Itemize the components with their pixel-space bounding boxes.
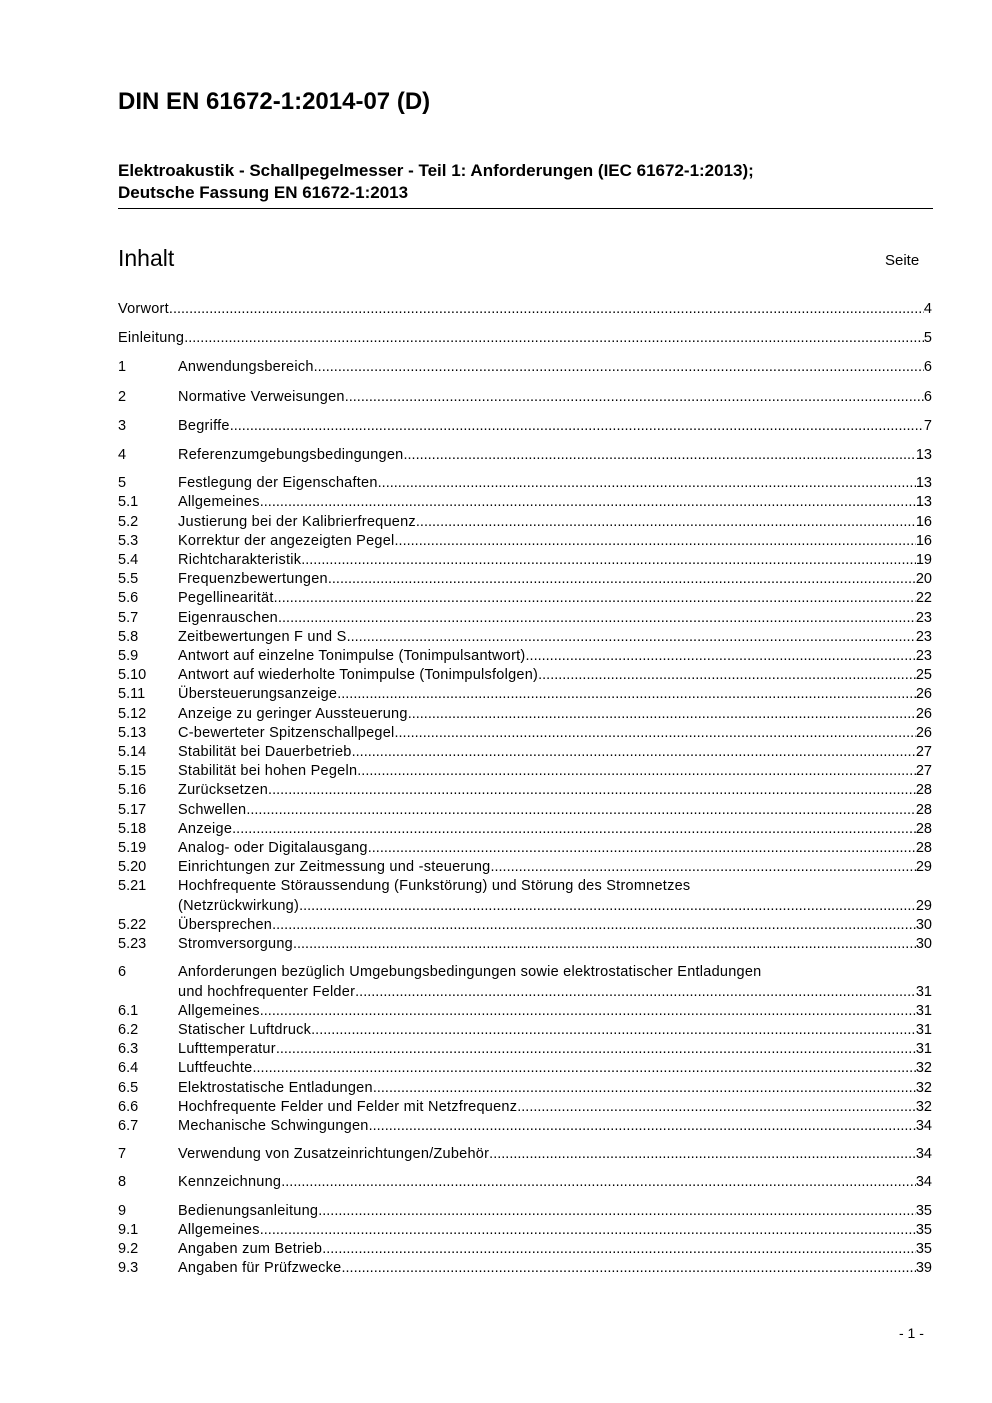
toc-dot-leader: [347, 628, 916, 647]
toc-entry[interactable]: [118, 1117, 932, 1136]
toc-entry-title: Zurücksetzen: [178, 782, 269, 799]
toc-entry[interactable]: [118, 1059, 932, 1078]
toc-entry-number: 9.2: [118, 1240, 139, 1257]
toc-dot-leader: [345, 388, 924, 407]
toc-dot-leader: [184, 329, 924, 348]
toc-entry[interactable]: [118, 963, 932, 1001]
toc-entry-page: 22: [915, 590, 932, 607]
toc-entry[interactable]: [118, 532, 932, 551]
toc-entry-page: 34: [915, 1117, 932, 1134]
toc-entry-title: Begriffe: [178, 417, 230, 434]
toc-entry-number: 6.2: [118, 1021, 139, 1038]
toc-entry[interactable]: [118, 329, 932, 348]
toc-entry[interactable]: [118, 388, 932, 407]
toc-dot-leader: [318, 1202, 916, 1221]
toc-entry[interactable]: [118, 589, 932, 608]
toc-entry-title: Allgemeines: [178, 1002, 260, 1019]
toc-entry[interactable]: [118, 570, 932, 589]
toc-entry-page: 23: [915, 648, 932, 665]
toc-entry-number: 5.15: [118, 763, 147, 780]
toc-entry-page: 34: [915, 1174, 932, 1191]
toc-entry[interactable]: [118, 628, 932, 647]
toc-entry-page: 30: [915, 916, 932, 933]
toc-entry[interactable]: [118, 474, 932, 493]
toc-entry-title: Mechanische Schwingungen: [178, 1117, 369, 1134]
toc-entry-page: 28: [915, 820, 932, 837]
toc-entry-title: Festlegung der Eigenschaften: [178, 475, 378, 492]
toc-dot-leader: [328, 570, 916, 589]
toc-entry-number: 5.16: [118, 782, 147, 799]
toc-entry[interactable]: [118, 762, 932, 781]
toc-entry[interactable]: [118, 877, 932, 915]
toc-dot-leader: [274, 589, 916, 608]
toc-entry-page: 32: [915, 1079, 932, 1096]
toc-dot-leader: [299, 897, 916, 916]
toc-entry-title: Allgemeines: [178, 1221, 260, 1238]
toc-dot-leader: [281, 1173, 916, 1192]
toc-entry-title: Analog- oder Digitalausgang: [178, 840, 368, 857]
toc-dot-leader: [368, 839, 916, 858]
toc-entry-title: Zeitbewertungen F und S: [178, 628, 347, 645]
toc-entry-number: 3: [118, 417, 127, 434]
toc-dot-leader: [403, 446, 915, 465]
toc-entry-page: 5: [923, 330, 932, 347]
toc-entry-page: 28: [915, 782, 932, 799]
toc-dot-leader: [169, 300, 924, 319]
toc-entry-number: 5.12: [118, 705, 147, 722]
toc-dot-leader: [253, 1059, 916, 1078]
contents-heading: Inhalt: [118, 245, 175, 271]
toc-entry-page: 32: [915, 1060, 932, 1077]
toc-entry[interactable]: [118, 300, 932, 319]
toc-entry[interactable]: [118, 1145, 932, 1164]
toc-entry-page: 16: [915, 532, 932, 549]
toc-entry[interactable]: [118, 1021, 932, 1040]
toc-dot-leader: [355, 983, 916, 1002]
toc-entry[interactable]: [118, 781, 932, 800]
toc-entry-title: Einleitung: [118, 330, 185, 347]
toc-dot-leader: [373, 1079, 916, 1098]
toc-entry-title: Hochfrequente Felder und Felder mit Netzfrequenz: [178, 1098, 518, 1115]
toc-dot-leader: [489, 1145, 916, 1164]
toc-dot-leader: [395, 724, 916, 743]
toc-entry-number: 5.3: [118, 532, 139, 549]
toc-entry-title: Lufttemperatur: [178, 1041, 276, 1058]
toc-entry[interactable]: [118, 705, 932, 724]
toc-entry-number: 5.11: [118, 686, 146, 703]
toc-entry-number: 5: [118, 475, 127, 492]
toc-entry-number: 9: [118, 1202, 127, 1219]
toc-dot-leader: [293, 935, 916, 954]
toc-entry-title: Hochfrequente Störaussendung (Funkstörung) und Störung des Stromnetzes: [178, 878, 691, 895]
toc-entry-number: 5.5: [118, 571, 139, 588]
toc-entry-page: 23: [915, 609, 932, 626]
table-of-contents: [118, 300, 932, 1278]
toc-entry-title: Statischer Luftdruck: [178, 1021, 312, 1038]
toc-entry-number: 5.13: [118, 724, 147, 741]
toc-entry[interactable]: [118, 358, 932, 377]
toc-entry-title: Elektrostatische Entladungen: [178, 1079, 373, 1096]
toc-entry-page: 23: [915, 628, 932, 645]
toc-entry-page: 35: [915, 1240, 932, 1257]
toc-entry[interactable]: [118, 916, 932, 935]
toc-entry[interactable]: [118, 1240, 932, 1259]
toc-entry-title: Stabilität bei hohen Pegeln: [178, 763, 358, 780]
toc-entry[interactable]: [118, 609, 932, 628]
toc-entry-page: 30: [915, 936, 932, 953]
toc-entry[interactable]: [118, 446, 932, 465]
toc-entry-title: Übersprechen: [178, 916, 273, 933]
toc-entry-number: 6.6: [118, 1098, 139, 1115]
toc-entry-page: 16: [915, 513, 932, 530]
toc-entry-page: 31: [915, 1021, 932, 1038]
toc-entry[interactable]: [118, 839, 932, 858]
toc-dot-leader: [357, 762, 916, 781]
toc-entry-title: Stromversorgung: [178, 936, 293, 953]
toc-entry-title: Korrektur der angezeigten Pegel: [178, 532, 395, 549]
toc-entry-page: 7: [923, 417, 932, 434]
toc-entry[interactable]: [118, 1002, 932, 1021]
toc-entry-page: 35: [915, 1202, 932, 1219]
toc-entry[interactable]: [118, 801, 932, 820]
toc-entry-page: 13: [915, 494, 932, 511]
toc-entry-title: Anwendungsbereich: [178, 359, 314, 376]
subtitle-line-1: Elektroakustik - Schallpegelmesser - Teil 1: Anforderungen (IEC 61672-1:2013);: [118, 161, 754, 180]
toc-entry-page: 13: [915, 475, 932, 492]
toc-entry-number: 5.23: [118, 936, 147, 953]
toc-entry-number: 5.17: [118, 801, 147, 818]
toc-entry-number: 6: [118, 964, 127, 981]
toc-entry[interactable]: [118, 724, 932, 743]
toc-entry-number: 5.10: [118, 667, 147, 684]
toc-entry-page: 20: [915, 571, 932, 588]
toc-entry-number: 5.8: [118, 628, 139, 645]
toc-entry-title: C-bewerteter Spitzenschallpegel: [178, 724, 395, 741]
toc-entry-title: Referenzumgebungsbedingungen: [178, 447, 404, 464]
toc-entry-title: Einrichtungen zur Zeitmessung und -steuerung: [178, 859, 491, 876]
toc-entry-number: 6.5: [118, 1079, 139, 1096]
toc-entry-number: 5.4: [118, 552, 139, 569]
toc-entry-page: 29: [915, 859, 932, 876]
toc-entry[interactable]: [118, 513, 932, 532]
toc-entry[interactable]: [118, 743, 932, 762]
toc-entry-page: 31: [915, 983, 932, 1000]
toc-entry-title: Allgemeines: [178, 494, 260, 511]
toc-entry-number: 8: [118, 1174, 127, 1191]
toc-entry-page: 13: [915, 447, 932, 464]
toc-entry-number: 6.7: [118, 1117, 139, 1134]
toc-entry[interactable]: [118, 858, 932, 877]
toc-entry[interactable]: [118, 685, 932, 704]
toc-entry[interactable]: [118, 1040, 932, 1059]
toc-dot-leader: [268, 781, 916, 800]
toc-entry[interactable]: [118, 1221, 932, 1240]
toc-dot-leader: [408, 705, 916, 724]
toc-entry-number: 5.2: [118, 513, 139, 530]
toc-dot-leader: [260, 1221, 916, 1240]
toc-entry-number: 5.20: [118, 859, 147, 876]
toc-dot-leader: [526, 647, 916, 666]
toc-dot-leader: [246, 801, 916, 820]
toc-dot-leader: [490, 858, 915, 877]
toc-entry-number: 7: [118, 1146, 127, 1163]
subtitle-line-2: Deutsche Fassung EN 61672-1:2013: [118, 183, 409, 202]
toc-entry-title: (Netzrückwirkung): [178, 897, 300, 914]
toc-entry[interactable]: [118, 551, 932, 570]
toc-entry-title: Justierung bei der Kalibrierfrequenz: [178, 513, 416, 530]
toc-entry-title: Richtcharakteristik: [178, 552, 302, 569]
toc-entry-number: 1: [118, 359, 127, 376]
toc-entry-title: Angaben zum Betrieb: [178, 1240, 323, 1257]
toc-entry[interactable]: [118, 647, 932, 666]
toc-entry[interactable]: [118, 1173, 932, 1192]
toc-entry[interactable]: [118, 1098, 932, 1117]
toc-entry-page: 25: [915, 667, 932, 684]
toc-entry-page: 4: [923, 301, 932, 317]
toc-dot-leader: [260, 493, 916, 512]
toc-entry-page: 19: [915, 552, 932, 569]
toc-entry-page: 26: [915, 724, 932, 741]
toc-entry[interactable]: [118, 935, 932, 954]
toc-entry[interactable]: [118, 417, 932, 436]
toc-entry-number: 5.19: [118, 840, 147, 857]
toc-entry[interactable]: [118, 1079, 932, 1098]
toc-entry-number: 6.3: [118, 1041, 139, 1058]
toc-dot-leader: [278, 609, 916, 628]
toc-entry-number: 5.22: [118, 916, 147, 933]
toc-dot-leader: [538, 666, 916, 685]
toc-dot-leader: [395, 532, 916, 551]
toc-entry-title: Stabilität bei Dauerbetrieb: [178, 744, 352, 761]
toc-entry-page: 39: [915, 1260, 932, 1277]
toc-entry-page: 31: [915, 1002, 932, 1019]
toc-entry-title: Luftfeuchte: [178, 1060, 253, 1077]
toc-entry-title: Normative Verweisungen: [178, 388, 345, 405]
toc-entry-page: 27: [915, 744, 932, 761]
toc-entry-number: 2: [118, 388, 127, 405]
toc-entry-title: Kennzeichnung: [178, 1174, 282, 1191]
toc-entry-page: 32: [915, 1098, 932, 1115]
footer-page-number: - 1 -: [899, 1325, 924, 1341]
toc-entry-title: Bedienungsanleitung: [178, 1202, 319, 1219]
toc-dot-leader: [301, 551, 916, 570]
toc-entry-title: Pegellinearität: [178, 590, 274, 607]
toc-entry-number: 4: [118, 447, 127, 464]
toc-entry-page: 28: [915, 840, 932, 857]
document-title: DIN EN 61672-1:2014-07 (D): [118, 88, 431, 115]
toc-dot-leader: [314, 358, 924, 377]
toc-entry-number: 5.14: [118, 744, 147, 761]
toc-entry-page: 35: [915, 1221, 932, 1238]
toc-entry-page: 31: [915, 1041, 932, 1058]
toc-dot-leader: [322, 1240, 916, 1259]
toc-dot-leader: [517, 1098, 916, 1117]
toc-entry-page: 34: [915, 1146, 932, 1163]
toc-entry-page: 6: [923, 359, 932, 376]
toc-dot-leader: [276, 1040, 916, 1059]
toc-entry-number: 5.21: [118, 878, 147, 895]
toc-entry-title: Anzeige: [178, 820, 233, 837]
toc-dot-leader: [337, 685, 916, 704]
toc-dot-leader: [416, 513, 916, 532]
toc-entry-page: 26: [915, 705, 932, 722]
document-subtitle: [118, 160, 933, 209]
toc-entry-number: 5.18: [118, 820, 147, 837]
toc-entry-title: Schwellen: [178, 801, 247, 818]
toc-dot-leader: [272, 916, 916, 935]
toc-dot-leader: [369, 1117, 916, 1136]
toc-dot-leader: [311, 1021, 916, 1040]
toc-entry-title: Vorwort: [118, 301, 169, 317]
toc-entry-title: und hochfrequenter Felder: [178, 983, 356, 1000]
toc-entry[interactable]: [118, 666, 932, 685]
toc-entry-title: Anzeige zu geringer Aussteuerung: [178, 705, 408, 722]
toc-dot-leader: [378, 474, 916, 493]
toc-entry-title: Eigenrauschen: [178, 609, 278, 626]
toc-entry-title: Antwort auf einzelne Tonimpulse (Tonimpulsantwort): [178, 648, 526, 665]
toc-entry-number: 5.9: [118, 648, 139, 665]
toc-dot-leader: [341, 1259, 915, 1278]
toc-entry-number: 9.3: [118, 1260, 139, 1277]
toc-entry[interactable]: [118, 820, 932, 839]
toc-entry[interactable]: [118, 1202, 932, 1221]
toc-entry-page: 6: [923, 388, 932, 405]
toc-entry-title: Frequenzbewertungen: [178, 571, 328, 588]
toc-entry-title: Übersteuerungsanzeige: [178, 686, 338, 703]
toc-entry-page: 26: [915, 686, 932, 703]
toc-entry[interactable]: [118, 1259, 932, 1278]
toc-entry[interactable]: [118, 493, 932, 512]
toc-entry-page: 27: [915, 763, 932, 780]
toc-entry-page: 29: [915, 897, 932, 914]
toc-entry-title: Anforderungen bezüglich Umgebungsbedingungen sowie elektrostatischer Entladungen: [178, 964, 762, 981]
toc-entry-number: 5.1: [118, 494, 139, 511]
toc-dot-leader: [352, 743, 916, 762]
toc-entry-number: 6.4: [118, 1060, 139, 1077]
toc-entry-number: 5.7: [118, 609, 139, 626]
toc-dot-leader: [260, 1002, 916, 1021]
toc-entry-number: 9.1: [118, 1221, 139, 1238]
toc-entry-title: Angaben für Prüfzwecke: [178, 1260, 342, 1277]
toc-entry-number: 5.6: [118, 590, 139, 607]
toc-entry-title: Antwort auf wiederholte Tonimpulse (Tonimpulsfolgen): [178, 667, 539, 684]
toc-entry-title: Verwendung von Zusatzeinrichtungen/Zubehör: [178, 1146, 490, 1163]
toc-dot-leader: [230, 417, 924, 436]
page-column-label: Seite: [885, 252, 920, 269]
toc-dot-leader: [232, 820, 916, 839]
toc-entry-number: 6.1: [118, 1002, 139, 1019]
toc-entry-page: 28: [915, 801, 932, 818]
